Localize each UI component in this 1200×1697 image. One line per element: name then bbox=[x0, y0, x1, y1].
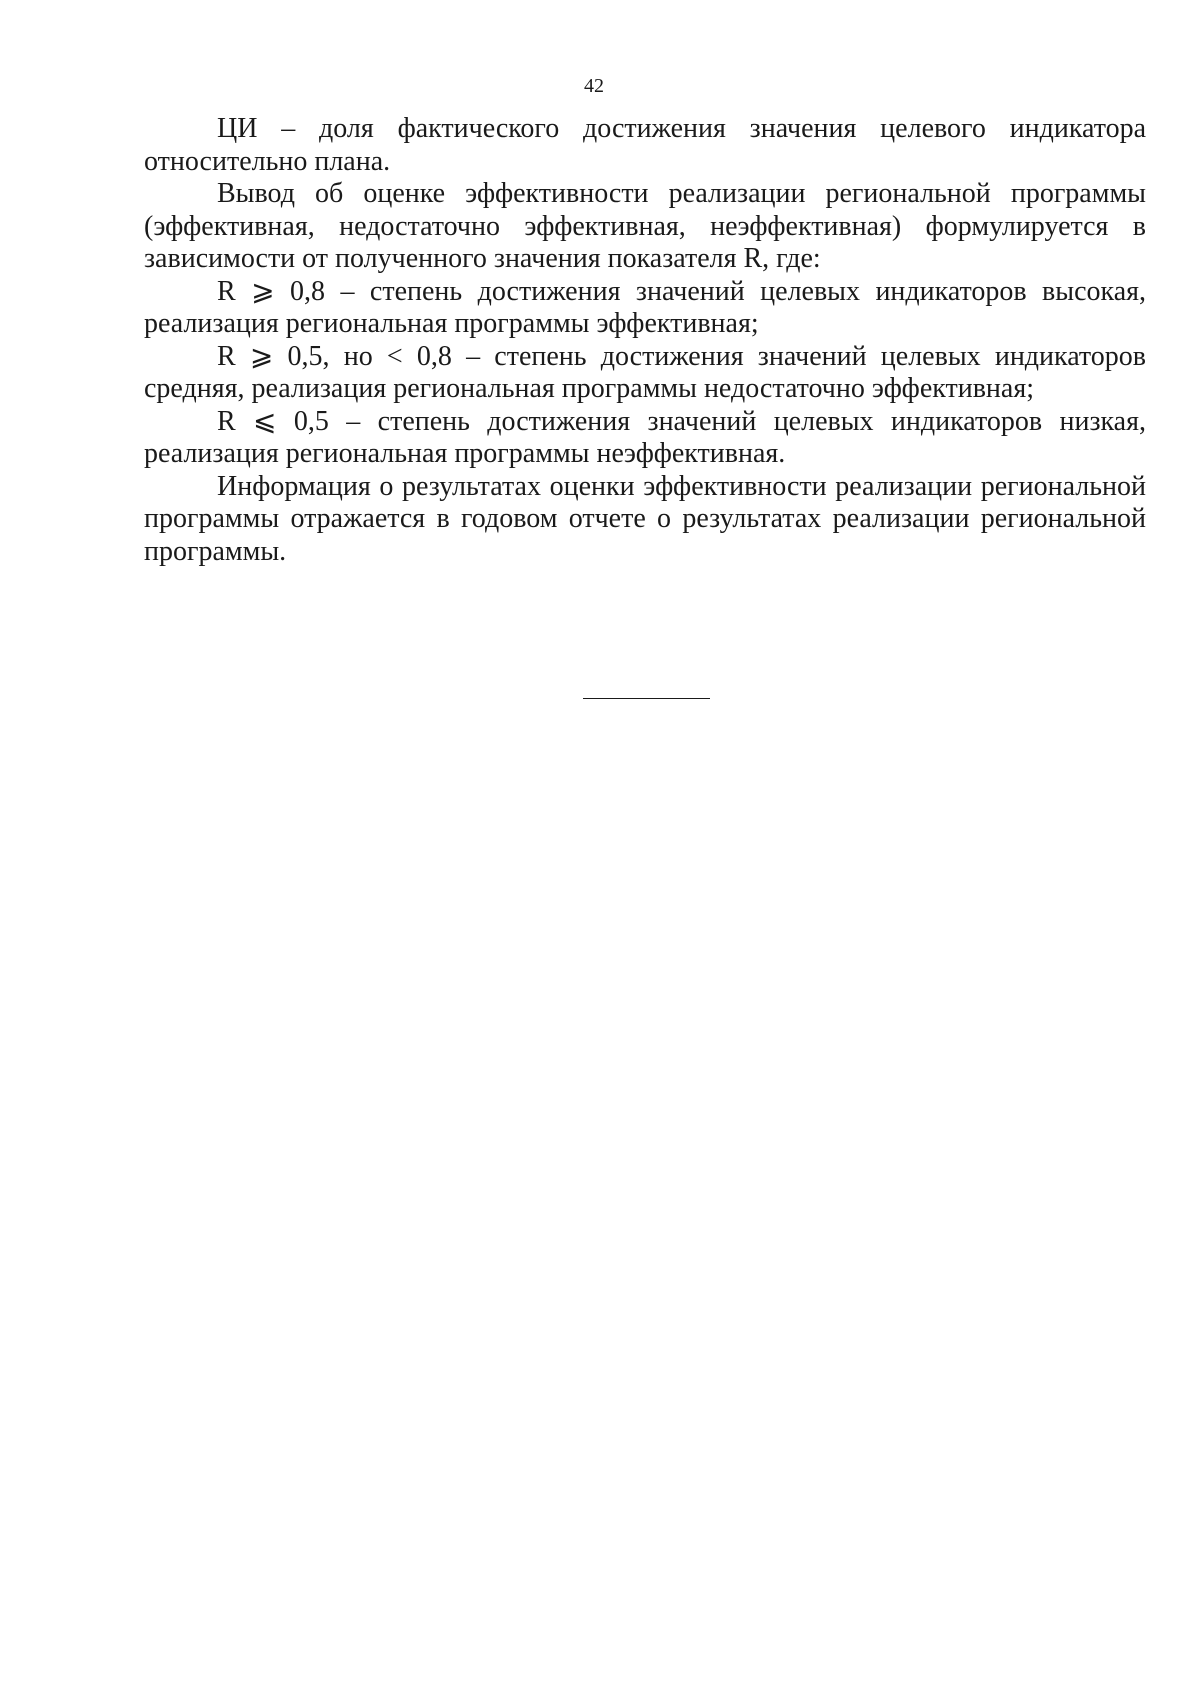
end-divider-line bbox=[583, 698, 710, 699]
paragraph-low-efficiency: R ⩽ 0,5 – степень достижения значений целевых индикаторов низкая, реализация региональная программы неэффективная. bbox=[144, 405, 1146, 469]
paragraph-annual-report: Информация о результатах оценки эффективности реализации региональной программы отражается в годовом отчете о результатах реализации региональной программы. bbox=[144, 470, 1146, 567]
document-body bbox=[144, 113, 1146, 568]
paragraph-medium-efficiency: R ⩾ 0,5, но < 0,8 – степень достижения значений целевых индикаторов средняя, реализация региональная программы недостаточно эффективная; bbox=[144, 340, 1146, 404]
page-number: 42 bbox=[584, 75, 604, 97]
paragraph-ci-definition: ЦИ – доля фактического достижения значения целевого индикатора относительно плана. bbox=[144, 113, 1146, 177]
paragraph-high-efficiency: R ⩾ 0,8 – степень достижения значений целевых индикаторов высокая, реализация региональная программы эффективная; bbox=[144, 275, 1146, 339]
paragraph-conclusion-criteria: Вывод об оценке эффективности реализации региональной программы (эффективная, недостаточно эффективная, неэффективная) формулируется в зависимости от полученного значения показателя R, где: bbox=[144, 178, 1146, 274]
